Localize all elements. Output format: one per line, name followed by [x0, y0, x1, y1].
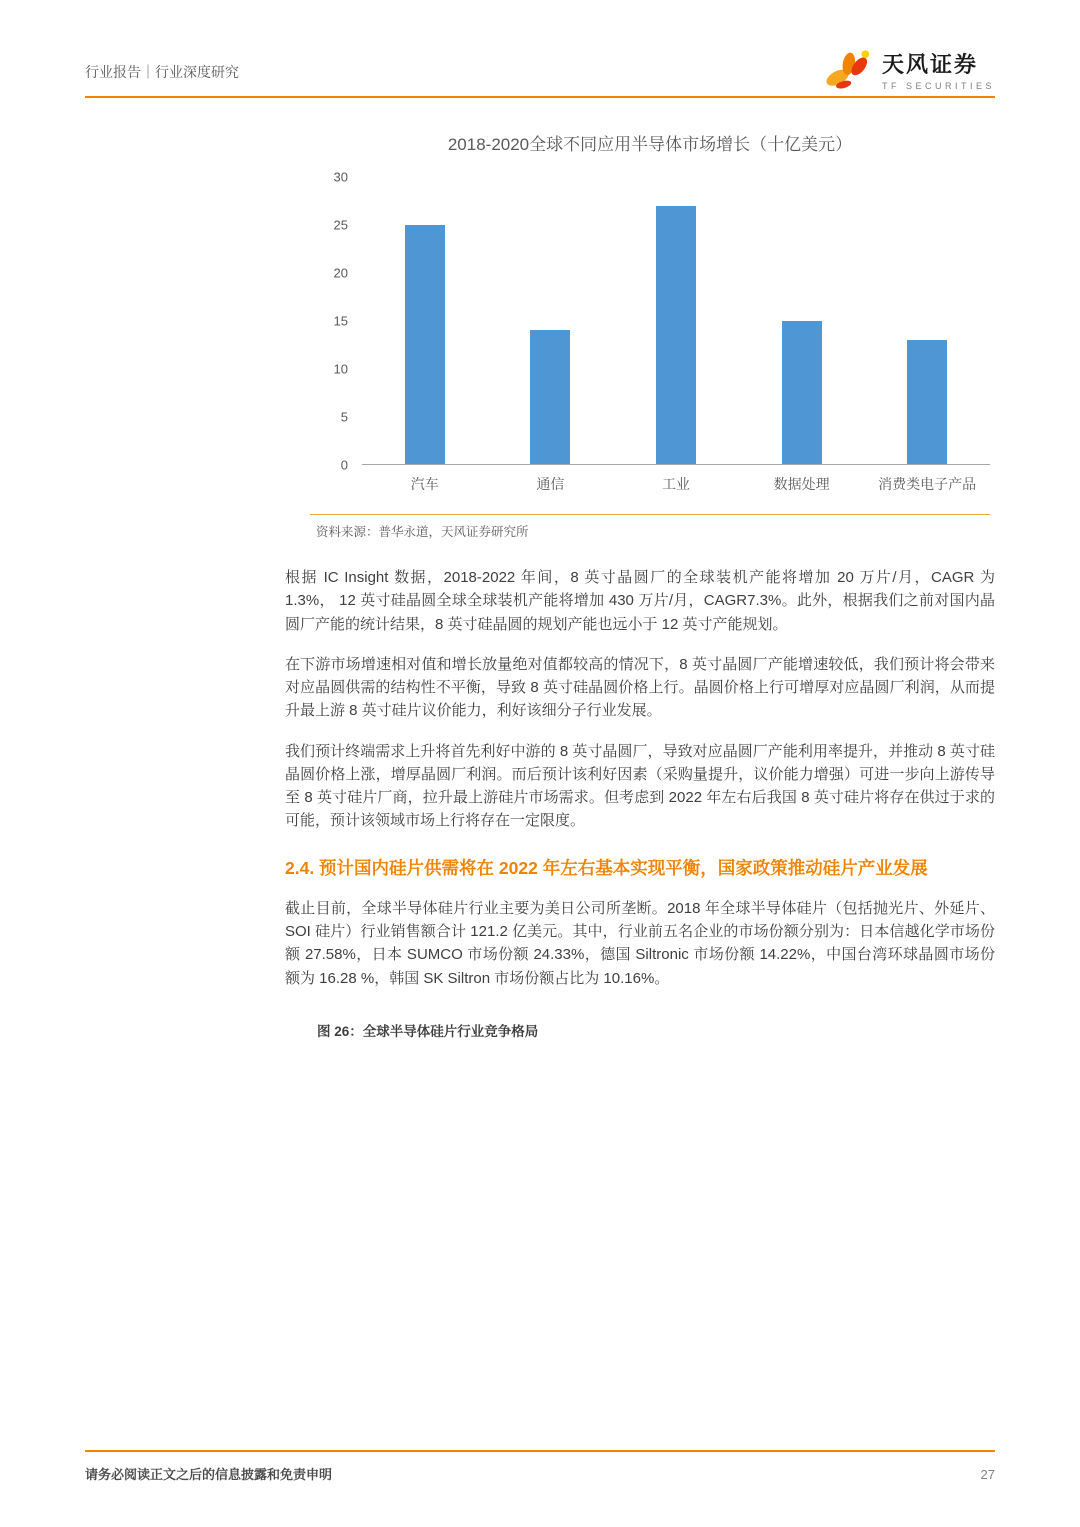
x-axis-label: 工业: [661, 476, 690, 492]
brand-subtitle: TF SECURITIES: [881, 80, 995, 91]
y-axis-tick: 0: [340, 457, 348, 473]
chart-block: [310, 114, 990, 540]
x-axis-label: 通信: [536, 476, 565, 492]
chart-area: [310, 169, 990, 494]
chart-plot-wrap: [362, 177, 990, 494]
bar-column: [739, 177, 865, 464]
brand: [822, 46, 995, 92]
bar-数据处理: [782, 321, 822, 465]
body-paragraph: 截止目前，全球半导体硅片行业主要为美日公司所垄断。2018 年全球半导体硅片（包括抛光片、外延片、SOI 硅片）行业销售额合计 121.2 亿美元。其中，行业前五名企业的市场份额分别为：日本信越化学市场份额 27.58%，日本 SUMCO 市场份额 24.33%，德国 Siltronic 市场份额 14.22%，中国台湾环球晶圆市场份额为 16.28 %，韩国 SK Siltron 市场份额占比为 10.16%。: [285, 899, 995, 987]
bar-column: [613, 177, 739, 464]
chart-plot-area: [362, 177, 990, 465]
bar-column: [864, 177, 990, 464]
header-divider: [85, 96, 995, 98]
paragraph-group-after: [285, 897, 995, 990]
brand-text: [882, 48, 995, 91]
footer-divider: [85, 1450, 995, 1452]
page-header: [85, 0, 995, 92]
breadcrumb: 行业报告｜行业深度研究: [85, 64, 239, 80]
chart-y-axis: [310, 169, 362, 473]
section-heading: 2.4. 预计国内硅片供需将在 2022 年左右基本实现平衡，国家政策推动硅片产业发展: [285, 857, 928, 878]
bar-column: [488, 177, 614, 464]
y-axis-tick: 10: [333, 361, 348, 377]
figure-caption: 图 26：全球半导体硅片行业竞争格局: [317, 1023, 539, 1039]
x-axis-label: 汽车: [410, 476, 439, 492]
page-number: 27: [980, 1467, 995, 1482]
bar-汽车: [405, 225, 445, 464]
bar-column: [362, 177, 488, 464]
brand-name: 天风证券: [881, 51, 978, 77]
y-axis-tick: 5: [340, 409, 348, 425]
footer-disclaimer: 请务必阅读正文之后的信息披露和免责申明: [85, 1467, 333, 1482]
bar-消费类电子产品: [907, 340, 947, 464]
bar-工业: [656, 206, 696, 464]
y-axis-tick: 20: [333, 265, 348, 281]
tf-securities-logo-icon: [822, 46, 874, 92]
bar-通信: [530, 330, 570, 464]
body-paragraph: 我们预计终端需求上升将首先利好中游的 8 英寸晶圆厂，导致对应晶圆厂产能利用率提升，并推动 8 英寸硅晶圆价格上涨，增厚晶圆厂利润。而后预计该利好因素（采购量提升，议价能力增强）可进一步向上游传导至 8 英寸硅片厂商，拉升最上游硅片市场需求。但考虑到 2022 年左右后我国 8 英寸硅片将存在供过于求的可能，预计该领域市场上行将存在一定限度。: [285, 742, 995, 830]
body-paragraph: 在下游市场增速相对值和增长放量绝对值都较高的情况下，8 英寸晶圆厂产能增速较低，我们预计将会带来对应晶圆供需的结构性不平衡，导致 8 英寸硅晶圆价格上行。晶圆价格上行可增厚对应晶圆厂利润，从而提升最上游 8 英寸硅片议价能力，利好该细分子行业发展。: [285, 655, 995, 720]
paragraph-group-before: [285, 566, 995, 833]
x-axis-label: 消费类电子产品: [878, 476, 977, 492]
chart-source-note: 资料来源：普华永道，天风证券研究所: [316, 525, 529, 539]
x-axis-label: 数据处理: [773, 476, 830, 492]
y-axis-tick: 15: [333, 313, 348, 329]
y-axis-tick: 25: [333, 217, 348, 233]
chart-x-axis: [362, 465, 990, 494]
report-body: [285, 566, 995, 1040]
footer-row: [85, 1464, 995, 1483]
chart-title: 2018-2020全球不同应用半导体市场增长（十亿美元）: [447, 135, 853, 154]
page-footer: [85, 1450, 995, 1483]
body-paragraph: 根据 IC Insight 数据，2018-2022 年间，8 英寸晶圆厂的全球装机产能将增加 20 万片/月，CAGR 为 1.3%， 12 英寸硅晶圆全球全球装机产能将增加 430 万片/月，CAGR7.3%。此外，根据我们之前对国内晶圆厂产能的统计结果，8 英寸硅晶圆的规划产能也远小于 12 英寸产能规划。: [285, 569, 995, 633]
y-axis-tick: 30: [333, 169, 348, 185]
